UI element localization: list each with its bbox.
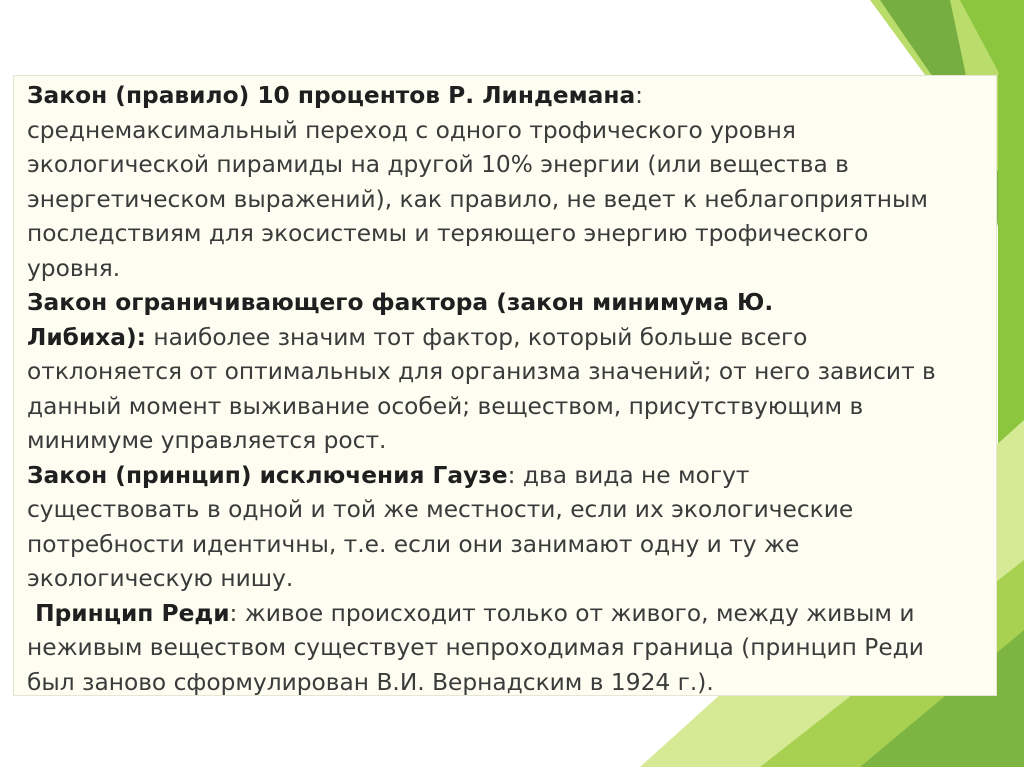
law-text: неживым веществом существует непроходимая граница (принцип Реди xyxy=(27,634,924,661)
law-text: был заново сформулирован В.И. Вернадским в 1924 г.). xyxy=(27,668,714,696)
law-term: Принцип Реди xyxy=(27,599,230,627)
law-2-line-4 xyxy=(27,390,996,425)
law-text: среднемаксимальный переход с одного трофического уровня xyxy=(27,116,796,144)
law-1-line-1 xyxy=(27,79,996,114)
law-text: экологическую нишу. xyxy=(27,565,294,592)
law-text: : живое происходит только от живого, между живым и xyxy=(229,599,915,627)
law-2-line-5 xyxy=(27,424,996,459)
law-4-line-1 xyxy=(27,597,996,632)
law-text: потребности идентичны, т.е. если они занимают одну и ту же xyxy=(27,530,800,558)
law-text: существовать в одной и той же местности, если их экологические xyxy=(27,496,854,523)
law-text: данный момент выживание особей; веществом, присутствующим в xyxy=(27,392,864,420)
law-term: Закон (правило) 10 процентов Р. Линдемана xyxy=(27,82,636,109)
law-term: Закон (принцип) исключения Гаузе xyxy=(27,461,508,489)
law-term: Закон ограничивающего фактора (закон минимума Ю. xyxy=(27,289,774,316)
law-text: экологической пирамиды на другой 10% энергии (или вещества в xyxy=(27,151,849,178)
law-2-line-1 xyxy=(27,286,996,321)
law-text: минимуме управляется рост. xyxy=(27,427,387,454)
law-3-line-4 xyxy=(27,562,996,597)
law-text: : xyxy=(635,82,644,109)
law-term: Либиха): xyxy=(27,323,146,351)
law-3-line-3 xyxy=(27,528,996,563)
law-1-line-6 xyxy=(27,252,996,287)
law-3-line-1 xyxy=(27,459,996,494)
law-text: последствиям для экосистемы и теряющего энергию трофического xyxy=(27,220,869,247)
law-text: уровня. xyxy=(27,254,121,282)
law-1-line-3 xyxy=(27,148,996,183)
law-text: : два вида не могут xyxy=(507,461,750,489)
law-2-line-3 xyxy=(27,355,996,390)
laws-text-box xyxy=(13,75,997,696)
law-text: отклоняется от оптимальных для организма значений; от него зависит в xyxy=(27,358,936,385)
law-text: наиболее значим тот фактор, который больше всего xyxy=(145,323,808,351)
law-1-line-2 xyxy=(27,114,996,149)
law-2-line-2 xyxy=(27,321,996,356)
law-4-line-3 xyxy=(27,666,996,701)
law-1-line-4 xyxy=(27,183,996,218)
law-1-line-5 xyxy=(27,217,996,252)
law-3-line-2 xyxy=(27,493,996,528)
law-4-line-2 xyxy=(27,631,996,666)
law-text: энергетическом выражений), как правило, не ведет к неблагоприятным xyxy=(27,185,928,213)
